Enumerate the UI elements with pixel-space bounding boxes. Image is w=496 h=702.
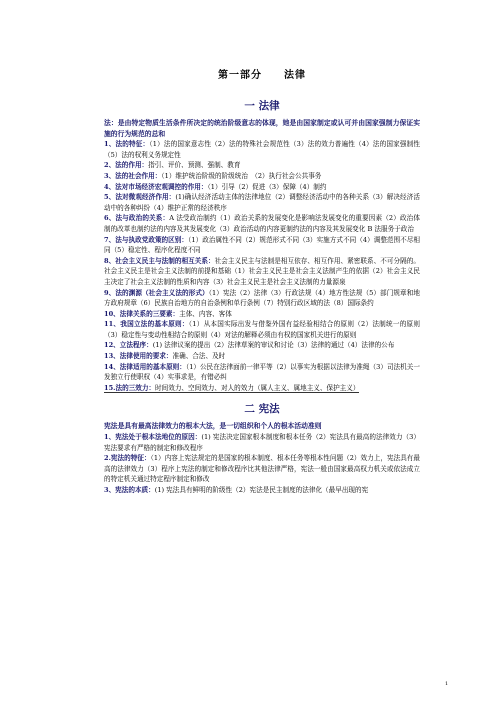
item-text: （1）政治属性不同（2）规范形式不同（3）实施方式不同（4）调整范围不尽相同（5）稳定性、程序化程度不同 [104,235,421,255]
item-text: （1）宪法（2）法律（3）行政法规（4）地方性法规（5）部门规章和地方政府规章（6）民族自治地方的自治条例和单行条例（7）特别行政区域的法（8）国际条约 [104,288,420,308]
item-heading: 1、法的特征： [104,140,150,149]
item-heading: 3、法的社会作用： [104,171,162,180]
item-heading: 6、法与政治的关系： [104,214,170,223]
numbered-item [104,362,420,383]
numbered-item [104,235,420,256]
item-text: (1) 宪法决定国家根本制度和根本任务（2）宪法具有最高的法律效力（3）宪法要求有严格的制定和修改程序 [104,433,421,452]
item-heading: 10、法律关系的三要素： [104,309,180,318]
numbered-item [104,485,420,496]
item-heading: 13、法律使用的要求： [104,352,173,361]
constitution-items [104,432,420,496]
page-content [104,66,420,496]
part-title: 第一部分 法律 [218,70,306,81]
law-items [104,139,420,393]
item-heading: 8、社会主义民主与法制的相互关系： [104,256,215,265]
constitution-definition: 宪法是具有最高法律效力的根本大法，是一切组织和个人的根本活动准则 [104,422,322,431]
item-text: （1）从本国实际出发与借鉴外国有益经验相结合的原则（2）法制统一的原则（3）稳定性与变动性相结合的原则（4）对法的解释必须由有权的国家机关进行的原则 [104,320,420,339]
numbered-item [104,160,420,171]
law-definition: 法：是由特定物质生活条件所决定的统治阶级意志的体现，她是由国家制定或认可并由国家强制力保证实施的行为规范的总和 [104,119,420,138]
item-heading: 7、法与执政党政策的区别： [104,235,189,244]
item-heading: 4、法对市场经济宏观调控的作用： [104,182,208,191]
numbered-item [104,213,420,234]
item-text: 时间效力、空间效力、对人的效力（属人主义、属地主义、保护主义） [155,383,360,392]
numbered-item [104,309,420,320]
numbered-item [104,351,420,362]
item-text: A 法受政治制约（1）政治关系的发展变化是影响法发展变化的重要因素（2）政治体制的改革也制约法的内容及其发展变化（3）政治活动的内容更制约法的内容及其发展变化 B 法服务于政治 [104,214,420,233]
item-heading: 11、我国立法的基本原则： [104,320,189,329]
item-text: (1) 法律议案的提出（2）法律草案的审议和讨论（3）法律的通过（4）法律的公布 [152,341,395,350]
item-heading: 2.宪法的特征： [104,454,151,463]
page-number: 1 [445,681,449,687]
item-heading: 9、法的渊源（社会主义法的形式） [104,288,209,297]
item-text: （1）引导（2）促进（3）保障（4）制约 [207,182,327,191]
item-text: (1)确认经济活动主体的法律地位（2）调整经济活动中的各种关系（3）解决经济活动中的各种纠纷（4）维护正常的经济秩序 [104,193,420,212]
item-text: （1）公民在法律面前一律平等（2）以事实为根据以法律为准绳（3）司法机关一发独立行使职权（4）实事求是，有错必纠 [104,362,420,382]
item-text: 主体、内容、客体 [179,309,232,318]
item-heading: 14、法律适用的基本原则： [104,362,186,371]
item-text: 指引、评价、预测、强制、教育 [148,161,241,170]
item-heading: 1、宪法处于根本法地位的原因： [104,433,202,442]
numbered-item [104,319,420,340]
numbered-item [104,432,420,453]
numbered-item [104,340,420,351]
section-title-constitution: 二 宪法 [244,403,280,416]
numbered-item [104,192,420,213]
item-text: 社会主义民主与法制是相互依存、相互作用、紧密联系、不可分隔的。社会主义民主是社会主义法制的前提和基础（1）社会主义民主是社会主义法制产生的依据（2）社会主义民主决定了社会主义法制的性质和内容（3）社会主义民主是社会主义法制的力量源泉 [104,256,421,286]
item-text: (1) 宪法具有鲜明的阶级性（2）宪法是民主制度的法律化（最早出现的宪 [154,486,369,494]
numbered-item [104,171,420,182]
section-title-law: 一 法律 [244,100,280,112]
item-heading: 12、立法程序： [104,341,153,350]
item-text: （1）法的国家意志性（2）法的特殊社会规范性（3）法的效力普遍性（4）法的国家强制性（5）法的权利义务规定性 [104,140,420,159]
item-text: （1）维护统治阶级的阶级统治 （2）执行社会公共事务 [161,171,322,180]
numbered-item [104,139,420,160]
numbered-item [104,453,420,485]
item-heading: 5、法对微观经济作用： [104,193,176,202]
numbered-item [104,256,420,288]
numbered-item [104,288,420,309]
item-heading: 3、宪法的本质： [104,486,155,494]
item-text: （1）内容上宪法规定的是国家的根本制度、根本任务等根本性问题（2）效力上，宪法具有最高的法律效力（3）程序上宪法的制定和修改程序比其他法律严格，宪法一般由国家最高权力机关或依法成立的特定机关通过特定程序制定和修改 [104,454,421,484]
item-heading: 15.法的三效力： [104,383,156,392]
numbered-item [104,182,420,193]
item-heading: 2、法的作用： [104,161,149,170]
item-text: 准确、合法、及时 [172,352,226,361]
numbered-item [104,383,420,394]
